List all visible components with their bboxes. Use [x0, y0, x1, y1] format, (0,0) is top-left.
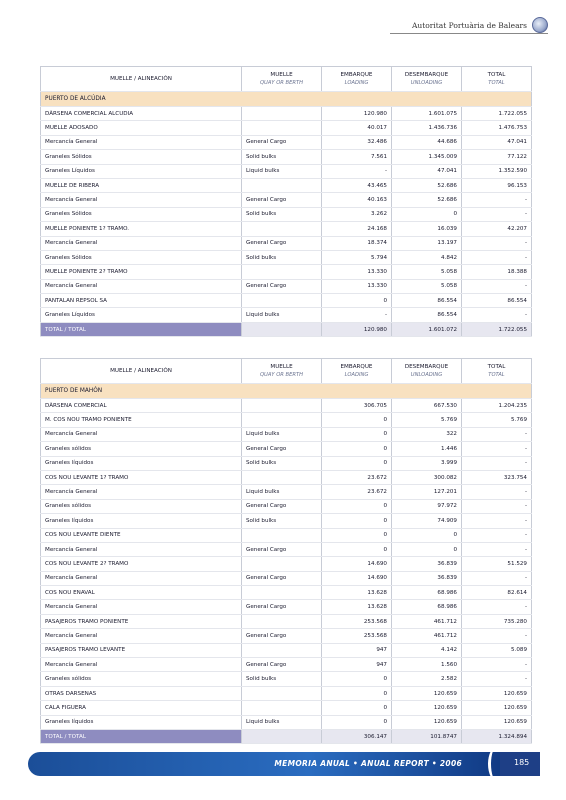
unloading-value: 36.839: [392, 557, 462, 571]
loading-value: 0: [322, 701, 392, 715]
col-header-quay-en: QUAY OR BERTH: [259, 80, 304, 86]
total-value: -: [462, 672, 532, 686]
total-row: [41, 322, 532, 336]
col-header-quay-es: MUELLE: [270, 72, 293, 78]
col-header-quay: [242, 67, 322, 92]
unloading-value: 5.058: [392, 279, 462, 293]
loading-value: 306.705: [322, 399, 392, 413]
berth-name: DÀRSENA COMERCIAL ALCUDIA: [41, 107, 242, 121]
berth-name: Graneles líquidos: [41, 456, 242, 470]
unloading-value: 300.082: [392, 470, 462, 484]
col-header-total: [462, 359, 532, 384]
table-row: [41, 614, 532, 628]
cargo-type: [242, 399, 322, 413]
table-row: [41, 499, 532, 513]
unloading-value: 1.436.736: [392, 121, 462, 135]
cargo-type: General Cargo: [242, 279, 322, 293]
total-unloading-value: 101.8747: [392, 729, 462, 743]
total-value: 1.722.055: [462, 107, 532, 121]
col-header-berth: MUELLE / ALINEACIÓN: [41, 359, 242, 384]
berth-name: COS NOU LEVANTE 1? TRAMO: [41, 470, 242, 484]
port-name-row: [41, 92, 532, 107]
total-value: -: [462, 250, 532, 264]
cargo-type: Solid bulks: [242, 207, 322, 221]
loading-value: 0: [322, 442, 392, 456]
berth-name: Mercancía General: [41, 427, 242, 441]
port-name-row: [41, 384, 532, 399]
cargo-type: [242, 528, 322, 542]
total-value: 47.041: [462, 135, 532, 149]
berth-name: Graneles Líquidos: [41, 308, 242, 322]
table-row: [41, 164, 532, 178]
total-value: -: [462, 308, 532, 322]
page-header: [412, 15, 548, 35]
col-header-loading: [322, 359, 392, 384]
unloading-value: 4.142: [392, 643, 462, 657]
berth-name: MUELLE PONIENTE 1? TRAMO.: [41, 222, 242, 236]
alcudia-traffic-table: [40, 66, 532, 337]
cargo-type: Liquid bulks: [242, 308, 322, 322]
loading-value: 0: [322, 456, 392, 470]
loading-value: 947: [322, 658, 392, 672]
table-header-row: [41, 359, 532, 384]
col-header-loading-es: EMBARQUE: [340, 72, 373, 78]
loading-value: 0: [322, 413, 392, 427]
total-value: 96.153: [462, 178, 532, 192]
cargo-type: Liquid bulks: [242, 427, 322, 441]
total-row: [41, 729, 532, 743]
table-row: [41, 150, 532, 164]
cargo-type: General Cargo: [242, 629, 322, 643]
table-row: [41, 222, 532, 236]
cargo-type: [242, 265, 322, 279]
total-value: 735.280: [462, 614, 532, 628]
berth-name: PASAJEROS TRAMO LEVANTE: [41, 643, 242, 657]
unloading-value: 3.999: [392, 456, 462, 470]
cargo-type: General Cargo: [242, 193, 322, 207]
unloading-value: 127.201: [392, 485, 462, 499]
unloading-value: 0: [392, 528, 462, 542]
total-berth-name: TOTAL / TOTAL: [41, 729, 242, 743]
col-header-quay: [242, 359, 322, 384]
total-value: -: [462, 542, 532, 556]
table-row: [41, 715, 532, 729]
berth-name: COS NOU LEVANTE 2? TRAMO: [41, 557, 242, 571]
table-row: [41, 207, 532, 221]
table-row: [41, 399, 532, 413]
total-berth-name: TOTAL / TOTAL: [41, 322, 242, 336]
col-header-unloading: [392, 67, 462, 92]
unloading-value: 5.769: [392, 413, 462, 427]
total-value: -: [462, 207, 532, 221]
cargo-type: [242, 294, 322, 308]
cargo-type: [242, 222, 322, 236]
berth-name: M. COS NOU TRAMO PONIENTE: [41, 413, 242, 427]
total-value: 120.659: [462, 686, 532, 700]
table-row: [41, 600, 532, 614]
total-value: 323.754: [462, 470, 532, 484]
unloading-value: 36.839: [392, 571, 462, 585]
loading-value: 253.568: [322, 629, 392, 643]
table-row: [41, 442, 532, 456]
table-row: [41, 265, 532, 279]
berth-name: Graneles Sólidos: [41, 250, 242, 264]
total-value: -: [462, 528, 532, 542]
loading-value: 120.980: [322, 107, 392, 121]
loading-value: -: [322, 308, 392, 322]
berth-name: Mercancía General: [41, 135, 242, 149]
header-divider: [390, 33, 548, 34]
total-value: 1.204.235: [462, 399, 532, 413]
cargo-type: Solid bulks: [242, 250, 322, 264]
col-header-total-es: TOTAL: [487, 364, 506, 370]
table-row: [41, 236, 532, 250]
table-row: [41, 686, 532, 700]
total-value: -: [462, 193, 532, 207]
unloading-value: 1.601.075: [392, 107, 462, 121]
berth-name: Graneles líquidos: [41, 514, 242, 528]
cargo-type: [242, 178, 322, 192]
page-number: 185: [514, 758, 530, 767]
table-row: [41, 279, 532, 293]
table-row: [41, 308, 532, 322]
cargo-type: Liquid bulks: [242, 715, 322, 729]
unloading-value: 322: [392, 427, 462, 441]
table-row: [41, 107, 532, 121]
unloading-value: 47.041: [392, 164, 462, 178]
cargo-type: [242, 121, 322, 135]
total-value: 1.476.753: [462, 121, 532, 135]
unloading-value: 120.659: [392, 701, 462, 715]
loading-value: 18.374: [322, 236, 392, 250]
col-header-total-es: TOTAL: [487, 72, 506, 78]
loading-value: 13.330: [322, 279, 392, 293]
unloading-value: 16.039: [392, 222, 462, 236]
header-title: Autoritat Portuària de Balears: [412, 20, 527, 30]
unloading-value: 667.530: [392, 399, 462, 413]
berth-name: CALA FIGUERA: [41, 701, 242, 715]
table-row: [41, 135, 532, 149]
col-header-total-en: TOTAL: [488, 372, 505, 378]
cargo-type: Liquid bulks: [242, 164, 322, 178]
total-value: 82.614: [462, 586, 532, 600]
berth-name: COS NOU LEVANTE DIENTE: [41, 528, 242, 542]
berth-name: Mercancía General: [41, 542, 242, 556]
unloading-value: 461.712: [392, 614, 462, 628]
berth-name: Mercancía General: [41, 193, 242, 207]
table-row: [41, 193, 532, 207]
loading-value: 0: [322, 499, 392, 513]
mahon-traffic-table: [40, 358, 532, 744]
total-value: 42.207: [462, 222, 532, 236]
total-value: -: [462, 629, 532, 643]
footer-banner: [28, 752, 540, 776]
col-header-loading-en: LOADING: [344, 80, 369, 86]
total-value: 18.388: [462, 265, 532, 279]
loading-value: 13.330: [322, 265, 392, 279]
total-value: -: [462, 456, 532, 470]
total-value: -: [462, 499, 532, 513]
table-row: [41, 658, 532, 672]
unloading-value: 74.909: [392, 514, 462, 528]
loading-value: 947: [322, 643, 392, 657]
table-row: [41, 701, 532, 715]
table-row: [41, 586, 532, 600]
total-value: -: [462, 571, 532, 585]
col-header-unloading-en: UNLOADING: [410, 80, 443, 86]
port-name: PUERTO DE ALCÚDIA: [41, 92, 532, 107]
berth-name: Mercancía General: [41, 279, 242, 293]
port-authority-logo-icon: [532, 17, 548, 33]
loading-value: 32.486: [322, 135, 392, 149]
col-header-berth: MUELLE / ALINEACIÓN: [41, 67, 242, 92]
total-value: -: [462, 658, 532, 672]
table-row: [41, 643, 532, 657]
table-row: [41, 672, 532, 686]
col-header-quay-en: QUAY OR BERTH: [259, 372, 304, 378]
total-value: 120.659: [462, 701, 532, 715]
loading-value: 43.465: [322, 178, 392, 192]
table-row: [41, 250, 532, 264]
unloading-value: 86.554: [392, 308, 462, 322]
loading-value: 23.672: [322, 470, 392, 484]
col-header-quay-es: MUELLE: [270, 364, 293, 370]
total-value: -: [462, 485, 532, 499]
berth-name: Graneles líquidos: [41, 715, 242, 729]
cargo-type: [242, 643, 322, 657]
unloading-value: 461.712: [392, 629, 462, 643]
loading-value: 0: [322, 542, 392, 556]
total-cargo-type: [242, 322, 322, 336]
table-row: [41, 427, 532, 441]
cargo-type: General Cargo: [242, 135, 322, 149]
unloading-value: 0: [392, 542, 462, 556]
cargo-type: Solid bulks: [242, 150, 322, 164]
total-value: 1.352.590: [462, 164, 532, 178]
unloading-value: 52.686: [392, 178, 462, 192]
cargo-type: General Cargo: [242, 658, 322, 672]
col-header-loading-en: LOADING: [344, 372, 369, 378]
berth-name: Graneles sólidos: [41, 499, 242, 513]
unloading-value: 120.659: [392, 686, 462, 700]
loading-value: 3.262: [322, 207, 392, 221]
total-cargo-type: [242, 729, 322, 743]
berth-name: MUELLE PONIENTE 2? TRAMO: [41, 265, 242, 279]
footer-report-title: MEMORIA ANUAL • ANUAL REPORT • 2006: [274, 759, 462, 768]
total-value: 51.529: [462, 557, 532, 571]
footer-divider-curve: [488, 746, 507, 782]
berth-name: Graneles Sólidos: [41, 150, 242, 164]
table-header-row: [41, 67, 532, 92]
unloading-value: 52.686: [392, 193, 462, 207]
cargo-type: [242, 413, 322, 427]
cargo-type: [242, 701, 322, 715]
unloading-value: 13.197: [392, 236, 462, 250]
berth-name: Mercancía General: [41, 658, 242, 672]
unloading-value: 1.446: [392, 442, 462, 456]
cargo-type: Solid bulks: [242, 456, 322, 470]
total-value: 5.089: [462, 643, 532, 657]
loading-value: 13.628: [322, 586, 392, 600]
unloading-value: 86.554: [392, 294, 462, 308]
loading-value: 7.561: [322, 150, 392, 164]
table-row: [41, 294, 532, 308]
loading-value: 14.690: [322, 557, 392, 571]
total-unloading-value: 1.601.072: [392, 322, 462, 336]
unloading-value: 68.986: [392, 586, 462, 600]
col-header-unloading-es: DESEMBARQUE: [404, 364, 449, 370]
table-row: [41, 470, 532, 484]
berth-name: Graneles sólidos: [41, 672, 242, 686]
cargo-type: General Cargo: [242, 600, 322, 614]
berth-name: Graneles Líquidos: [41, 164, 242, 178]
loading-value: 5.794: [322, 250, 392, 264]
berth-name: MUELLE ADOSADO: [41, 121, 242, 135]
table-row: [41, 571, 532, 585]
berth-name: Mercancía General: [41, 629, 242, 643]
loading-value: 23.672: [322, 485, 392, 499]
col-header-loading-es: EMBARQUE: [340, 364, 373, 370]
unloading-value: 120.659: [392, 715, 462, 729]
loading-value: 0: [322, 686, 392, 700]
col-header-total-en: TOTAL: [488, 80, 505, 86]
loading-value: 0: [322, 528, 392, 542]
berth-name: COS NOU ENAVAL: [41, 586, 242, 600]
loading-value: 0: [322, 427, 392, 441]
cargo-type: General Cargo: [242, 442, 322, 456]
unloading-value: 97.972: [392, 499, 462, 513]
table-row: [41, 629, 532, 643]
total-value: -: [462, 600, 532, 614]
total-value: -: [462, 442, 532, 456]
loading-value: 24.168: [322, 222, 392, 236]
cargo-type: General Cargo: [242, 499, 322, 513]
cargo-type: [242, 557, 322, 571]
total-total-value: 1.722.055: [462, 322, 532, 336]
table-row: [41, 528, 532, 542]
cargo-type: [242, 107, 322, 121]
berth-name: Mercancía General: [41, 485, 242, 499]
cargo-type: General Cargo: [242, 571, 322, 585]
berth-name: Mercancía General: [41, 600, 242, 614]
total-value: -: [462, 514, 532, 528]
loading-value: -: [322, 164, 392, 178]
berth-name: MUELLE DE RIBERA: [41, 178, 242, 192]
unloading-value: 4.842: [392, 250, 462, 264]
port-name: PUERTO DE MAHÓN: [41, 384, 532, 399]
cargo-type: Solid bulks: [242, 672, 322, 686]
loading-value: 40.017: [322, 121, 392, 135]
berth-name: Graneles Sólidos: [41, 207, 242, 221]
loading-value: 40.163: [322, 193, 392, 207]
cargo-type: [242, 686, 322, 700]
col-header-loading: [322, 67, 392, 92]
total-loading-value: 306.147: [322, 729, 392, 743]
cargo-type: General Cargo: [242, 542, 322, 556]
col-header-total: [462, 67, 532, 92]
unloading-value: 1.560: [392, 658, 462, 672]
cargo-type: [242, 470, 322, 484]
total-value: -: [462, 427, 532, 441]
total-value: 86.554: [462, 294, 532, 308]
cargo-type: General Cargo: [242, 236, 322, 250]
berth-name: PANTALAN REPSOL SA: [41, 294, 242, 308]
unloading-value: 2.582: [392, 672, 462, 686]
unloading-value: 0: [392, 207, 462, 221]
cargo-type: Solid bulks: [242, 514, 322, 528]
cargo-type: [242, 586, 322, 600]
col-header-unloading-es: DESEMBARQUE: [404, 72, 449, 78]
loading-value: 13.628: [322, 600, 392, 614]
table-row: [41, 485, 532, 499]
berth-name: PASAJEROS TRAMO PONIENTE: [41, 614, 242, 628]
cargo-type: Liquid bulks: [242, 485, 322, 499]
cargo-type: [242, 614, 322, 628]
table-row: [41, 121, 532, 135]
col-header-unloading: [392, 359, 462, 384]
loading-value: 14.690: [322, 571, 392, 585]
total-value: 5.769: [462, 413, 532, 427]
berth-name: DÀRSENA COMERCIAL: [41, 399, 242, 413]
berth-name: Mercancía General: [41, 236, 242, 250]
berth-name: OTRAS DARSENAS: [41, 686, 242, 700]
table-row: [41, 557, 532, 571]
berth-name: Graneles sólidos: [41, 442, 242, 456]
loading-value: 0: [322, 715, 392, 729]
table-row: [41, 456, 532, 470]
total-value: -: [462, 236, 532, 250]
berth-name: Mercancía General: [41, 571, 242, 585]
total-loading-value: 120.980: [322, 322, 392, 336]
table-row: [41, 514, 532, 528]
loading-value: 0: [322, 514, 392, 528]
unloading-value: 44.686: [392, 135, 462, 149]
loading-value: 253.568: [322, 614, 392, 628]
total-value: -: [462, 279, 532, 293]
total-value: 77.122: [462, 150, 532, 164]
total-total-value: 1.324.894: [462, 729, 532, 743]
unloading-value: 5.058: [392, 265, 462, 279]
unloading-value: 68.986: [392, 600, 462, 614]
loading-value: 0: [322, 294, 392, 308]
table-row: [41, 542, 532, 556]
total-value: 120.659: [462, 715, 532, 729]
unloading-value: 1.345.009: [392, 150, 462, 164]
table-row: [41, 178, 532, 192]
col-header-unloading-en: UNLOADING: [410, 372, 443, 378]
table-row: [41, 413, 532, 427]
loading-value: 0: [322, 672, 392, 686]
